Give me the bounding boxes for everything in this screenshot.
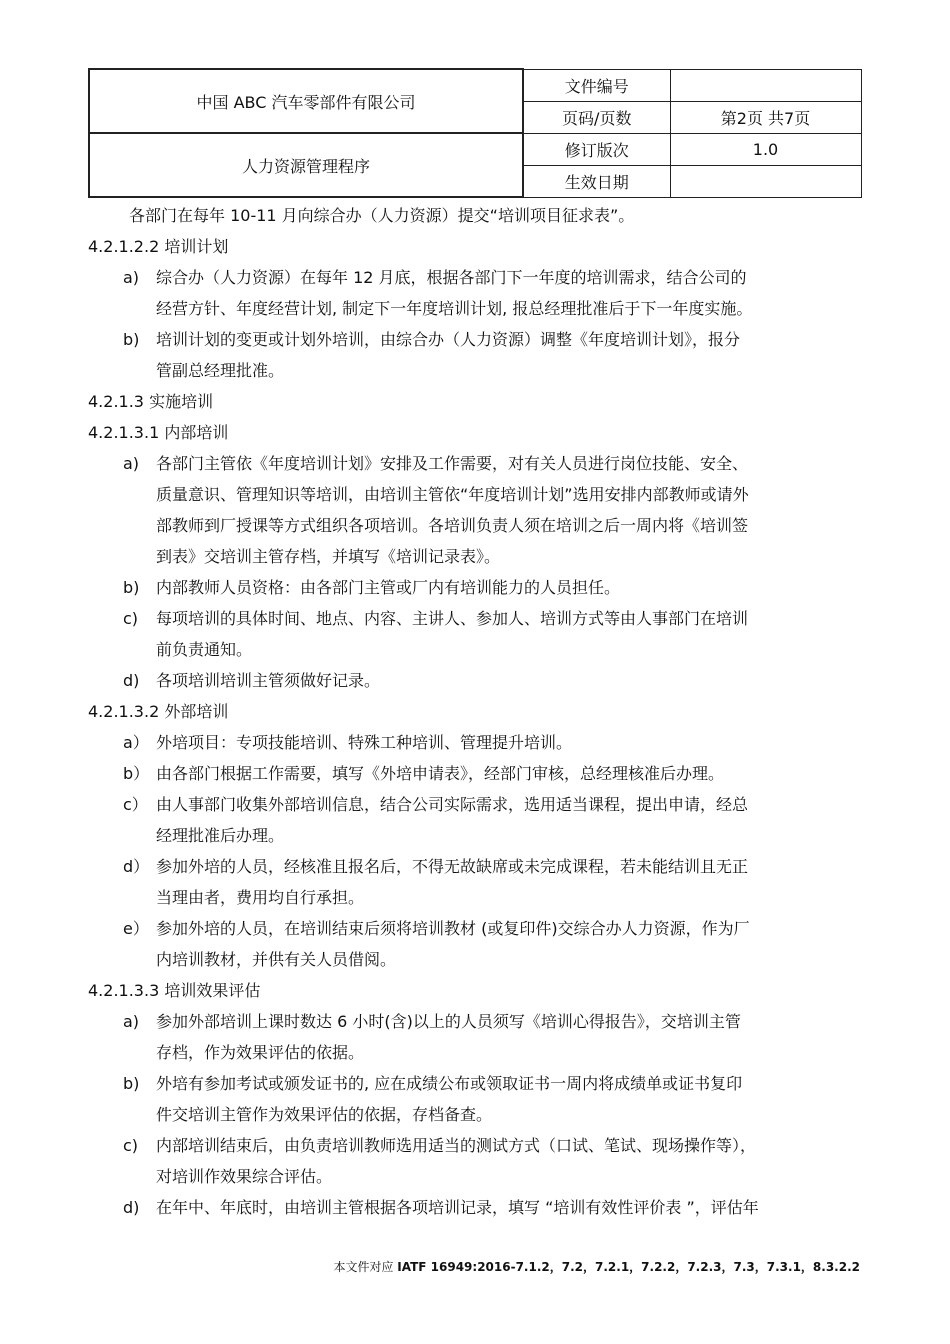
list-item-label: c): [123, 1136, 139, 1155]
list-item-text: 内部培训结束后，由负责培训教师选用适当的测试方式（口试、笔试、现场操作等），: [156, 1136, 757, 1155]
header-value-page-count: 第2页 共7页: [670, 101, 861, 133]
document-header-table: [88, 68, 862, 198]
list-item-text: 由人事部门收集外部培训信息，结合公司实际需求，选用适当课程，提出申请，经总: [156, 795, 749, 814]
list-item-label: a): [123, 268, 140, 287]
header-value-effective-date: [670, 165, 861, 197]
header-value-revision: 1.0: [670, 133, 861, 165]
list-item: [88, 1068, 863, 1130]
list-item-text: 当理由者，费用均自行承担。: [156, 888, 365, 907]
list-item-text: 各部门主管依《年度培训计划》安排及工作需要，对有关人员进行岗位技能、安全、: [156, 454, 749, 473]
list-item-text: 件交培训主管作为效果评估的依据，存档备查。: [156, 1105, 493, 1124]
list-item-text: 每项培训的具体时间、地点、内容、主讲人、参加人、培训方式等由人事部门在培训: [156, 609, 749, 628]
section-heading: 4.2.1.3.3 培训效果评估: [88, 981, 261, 1000]
list-item-label: d）: [123, 857, 150, 876]
list-item: [88, 727, 863, 758]
list-item: [88, 758, 863, 789]
list-item: [88, 665, 863, 696]
list-item-text: 综合办（人力资源）在每年 12 月底，根据各部门下一年度的培训需求，结合公司的: [156, 268, 747, 287]
list-item-text: 参加外培的人员，在培训结束后须将培训教材 (或复印件)交综合办人力资源，作为厂: [156, 919, 750, 938]
list-item: [88, 851, 863, 913]
list-item-label: b): [123, 330, 140, 349]
list-item-text: 到表》交培训主管存档，并填写《培训记录表》。: [156, 547, 501, 566]
list-item-label: b): [123, 578, 140, 597]
list-item-text: 经理批准后办理。: [156, 826, 285, 845]
list-item: [88, 572, 863, 603]
header-label-page-count: 页码/页数: [523, 101, 670, 133]
list-item-text: 参加外部培训上课时数达 6 小时(含)以上的人员须写《培训心得报告》，交培训主管: [156, 1012, 741, 1031]
header-label-doc-number: 文件编号: [523, 69, 670, 101]
company-name: 中国 ABC 汽车零部件有限公司: [89, 69, 523, 133]
section-heading: 4.2.1.2.2 培训计划: [88, 237, 229, 256]
list-item-text: 外培项目：专项技能培训、特殊工种培训、管理提升培训。: [156, 733, 573, 752]
list-item-text: 在年中、年底时，由培训主管根据各项培训记录，填写 “培训有效性评价表 ”，评估年: [156, 1198, 759, 1217]
list-item-text: 内部教师人员资格：由各部门主管或厂内有培训能力的人员担任。: [156, 578, 621, 597]
section-heading: 4.2.1.3 实施培训: [88, 392, 214, 411]
list-item: [88, 262, 863, 324]
page-footer: [333, 1258, 860, 1275]
list-item-label: b）: [123, 764, 150, 783]
list-item-label: c): [123, 609, 139, 628]
list-item-label: e）: [123, 919, 149, 938]
footer-prefix: 本文件对应: [333, 1260, 398, 1274]
list-item: [88, 603, 863, 665]
list-item-text: 外培有参加考试或颁发证书的, 应在成绩公布或领取证书一周内将成绩单或证书复印: [156, 1074, 743, 1093]
section-heading: 4.2.1.3.2 外部培训: [88, 702, 229, 721]
list-item-text: 经营方针、年度经营计划, 制定下一年度培训计划, 报总经理批准后于下一年度实施。: [156, 299, 753, 318]
list-item: [88, 1130, 863, 1192]
list-item: [88, 1006, 863, 1068]
list-item: [88, 789, 863, 851]
list-item-label: d): [123, 671, 140, 690]
intro-paragraph: 各部门在每年 10-11 月向综合办（人力资源）提交“培训项目征求表”。: [129, 206, 635, 225]
list-item-text: 管副总经理批准。: [156, 361, 285, 380]
list-item: [88, 324, 863, 386]
list-item-text: 存档，作为效果评估的依据。: [156, 1043, 365, 1062]
list-item-text: 参加外培的人员，经核准且报名后，不得无故缺席或未完成课程，若未能结训且无正: [156, 857, 749, 876]
list-item: [88, 448, 863, 572]
list-item-label: a): [123, 454, 140, 473]
list-item-text: 培训计划的变更或计划外培训，由综合办（人力资源）调整《年度培训计划》，报分: [156, 330, 741, 349]
list-item-label: a): [123, 1012, 140, 1031]
list-item-label: c）: [123, 795, 148, 814]
list-item: [88, 1192, 863, 1223]
section-heading: 4.2.1.3.1 内部培训: [88, 423, 229, 442]
list-item-text: 前负责通知。: [156, 640, 253, 659]
list-item-text: 各项培训培训主管须做好记录。: [156, 671, 381, 690]
footer-standard-reference: IATF 16949:2016-7.1.2，7.2，7.2.1，7.2.2，7.2.3，7.3，7.3.1，8.3.2.2: [397, 1260, 860, 1274]
list-item-text: 内培训教材，并供有关人员借阅。: [156, 950, 397, 969]
header-label-revision: 修订版次: [523, 133, 670, 165]
header-value-doc-number: [670, 69, 861, 101]
list-item-text: 部教师到厂授课等方式组织各项培训。各培训负责人须在培训之后一周内将《培训签: [156, 516, 749, 535]
list-item: [88, 913, 863, 975]
list-item-label: b): [123, 1074, 140, 1093]
list-item-label: a）: [123, 733, 149, 752]
document-body: [88, 200, 863, 1223]
list-item-label: d): [123, 1198, 140, 1217]
list-item-text: 由各部门根据工作需要，填写《外培申请表》，经部门审核，总经理核准后办理。: [156, 764, 725, 783]
list-item-text: 质量意识、管理知识等培训，由培训主管依“年度培训计划”选用安排内部教师或请外: [156, 485, 749, 504]
header-label-effective-date: 生效日期: [523, 165, 670, 197]
list-item-text: 对培训作效果综合评估。: [156, 1167, 333, 1186]
procedure-title: 人力资源管理程序: [89, 133, 523, 197]
